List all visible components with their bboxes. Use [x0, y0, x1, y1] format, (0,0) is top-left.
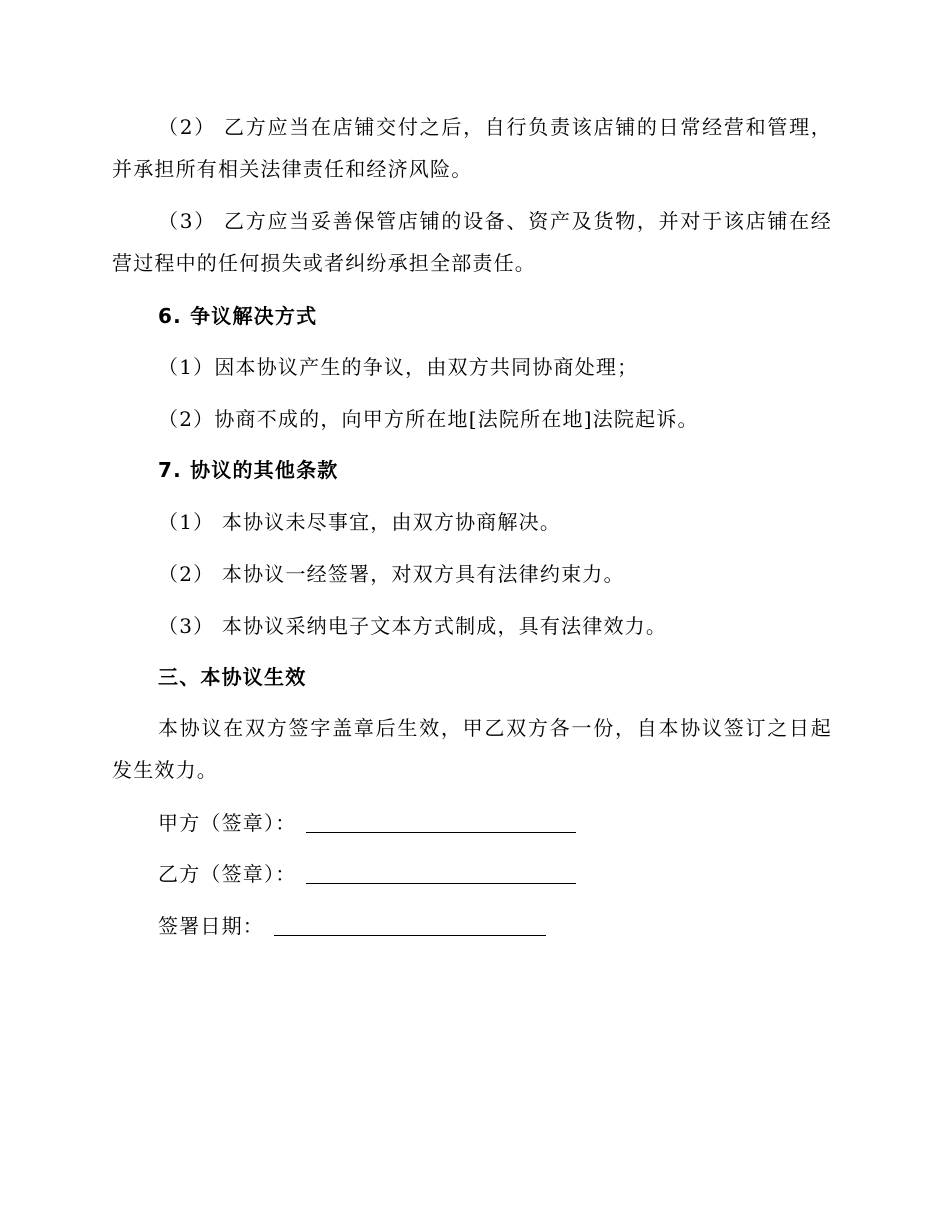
- clause-2-paragraph: （2） 乙方应当在店铺交付之后，自行负责该店铺的日常经营和管理，并承担所有相关法律责任和经济风险。: [112, 115, 832, 181]
- section-6-heading: 6. 争议解决方式: [158, 304, 318, 328]
- section-6-item-2: （2）协商不成的，向甲方所在地[法院所在地]法院起诉。: [158, 407, 699, 431]
- section-3-heading: 三、本协议生效: [158, 665, 307, 689]
- effectiveness-paragraph: 本协议在双方签字盖章后生效，甲乙双方各一份，自本协议签订之日起发生效力。: [112, 716, 832, 782]
- signing-date-label: 签署日期：: [158, 914, 264, 938]
- party-b-signature-row: [158, 853, 576, 895]
- party-b-signature-line[interactable]: [306, 882, 576, 884]
- party-a-signature-label: 甲方（签章）：: [158, 811, 297, 835]
- clause-3-paragraph: （3） 乙方应当妥善保管店铺的设备、资产及货物，并对于该店铺在经营过程中的任何损失或者纠纷承担全部责任。: [112, 209, 832, 275]
- signing-date-line[interactable]: [274, 934, 546, 936]
- section-7-heading: 7. 协议的其他条款: [158, 458, 339, 482]
- signing-date-row: [158, 905, 546, 947]
- party-a-signature-row: [158, 802, 576, 844]
- party-a-signature-line[interactable]: [306, 831, 576, 833]
- section-7-item-3: （3） 本协议采纳电子文本方式制成，具有法律效力。: [158, 614, 668, 638]
- section-7-item-1: （1） 本协议未尽事宜，由双方协商解决。: [158, 510, 562, 534]
- section-6-item-1: （1）因本协议产生的争议，由双方共同协商处理；: [158, 355, 639, 379]
- section-7-item-2: （2） 本协议一经签署，对双方具有法律约束力。: [158, 562, 625, 586]
- party-b-signature-label: 乙方（签章）：: [158, 862, 297, 886]
